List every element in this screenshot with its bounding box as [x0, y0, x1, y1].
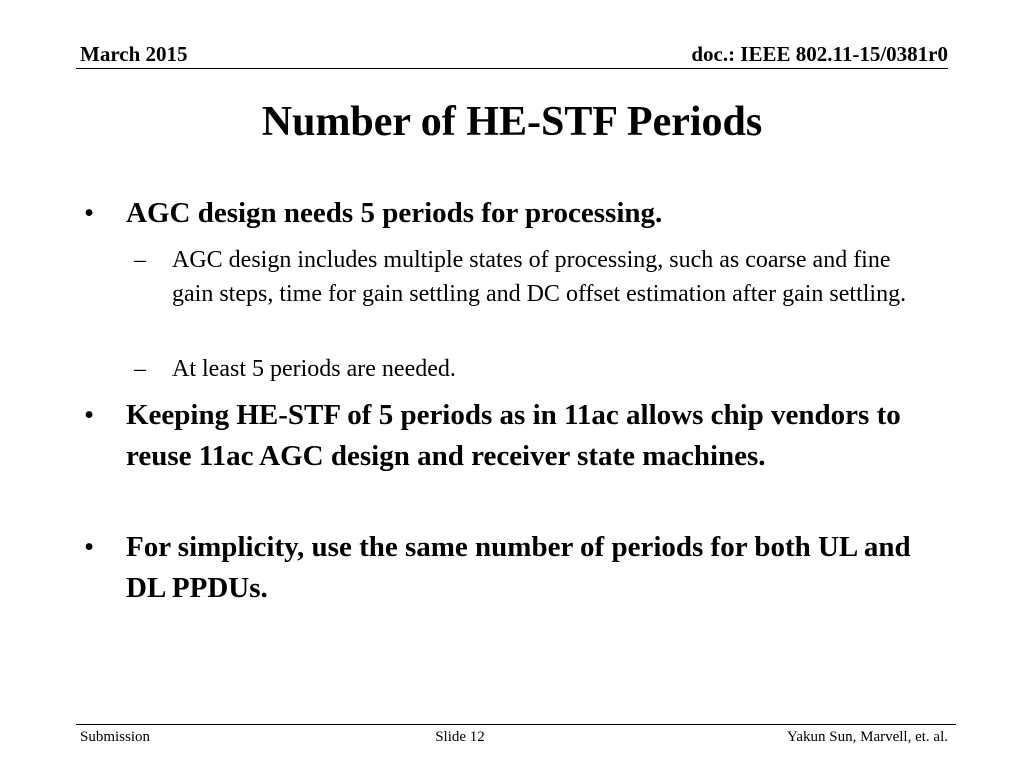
- bullet-text: Keeping HE-STF of 5 periods as in 11ac allows chip vendors to reuse 11ac AGC design and receiver state machines.: [126, 399, 901, 472]
- sub-bullet-item: [134, 243, 934, 311]
- sub-bullet-item: [134, 352, 934, 386]
- bullet-item: [84, 395, 954, 477]
- sub-bullet-text: AGC design includes multiple states of processing, such as coarse and fine gain steps, time for gain settling and DC offset estimation after gain settling.: [172, 247, 907, 307]
- footer-authors: Yakun Sun, Marvell, et. al.: [787, 729, 948, 745]
- footer-submission: Submission: [80, 729, 151, 745]
- sub-bullet-marker: –: [134, 356, 146, 382]
- bullet-text: For simplicity, use the same number of periods for both UL and DL PPDUs.: [126, 531, 911, 604]
- footer-slide-number: Slide 12: [435, 729, 485, 745]
- footer-divider: [76, 724, 956, 725]
- sub-bullet-text: At least 5 periods are needed.: [172, 356, 456, 382]
- sub-bullet-marker: –: [134, 247, 146, 273]
- header-doc-id: doc.: IEEE 802.11-15/0381r0: [691, 42, 948, 66]
- bullet-marker: •: [84, 197, 95, 229]
- bullet-item: [84, 527, 954, 609]
- slide-title: Number of HE-STF Periods: [261, 99, 763, 145]
- bullet-marker: •: [84, 531, 95, 563]
- bullet-marker: •: [84, 399, 95, 431]
- bullet-item: [84, 193, 954, 234]
- bullet-text: AGC design needs 5 periods for processing.: [126, 197, 663, 229]
- header-divider: [76, 68, 948, 69]
- header-date: March 2015: [80, 42, 188, 66]
